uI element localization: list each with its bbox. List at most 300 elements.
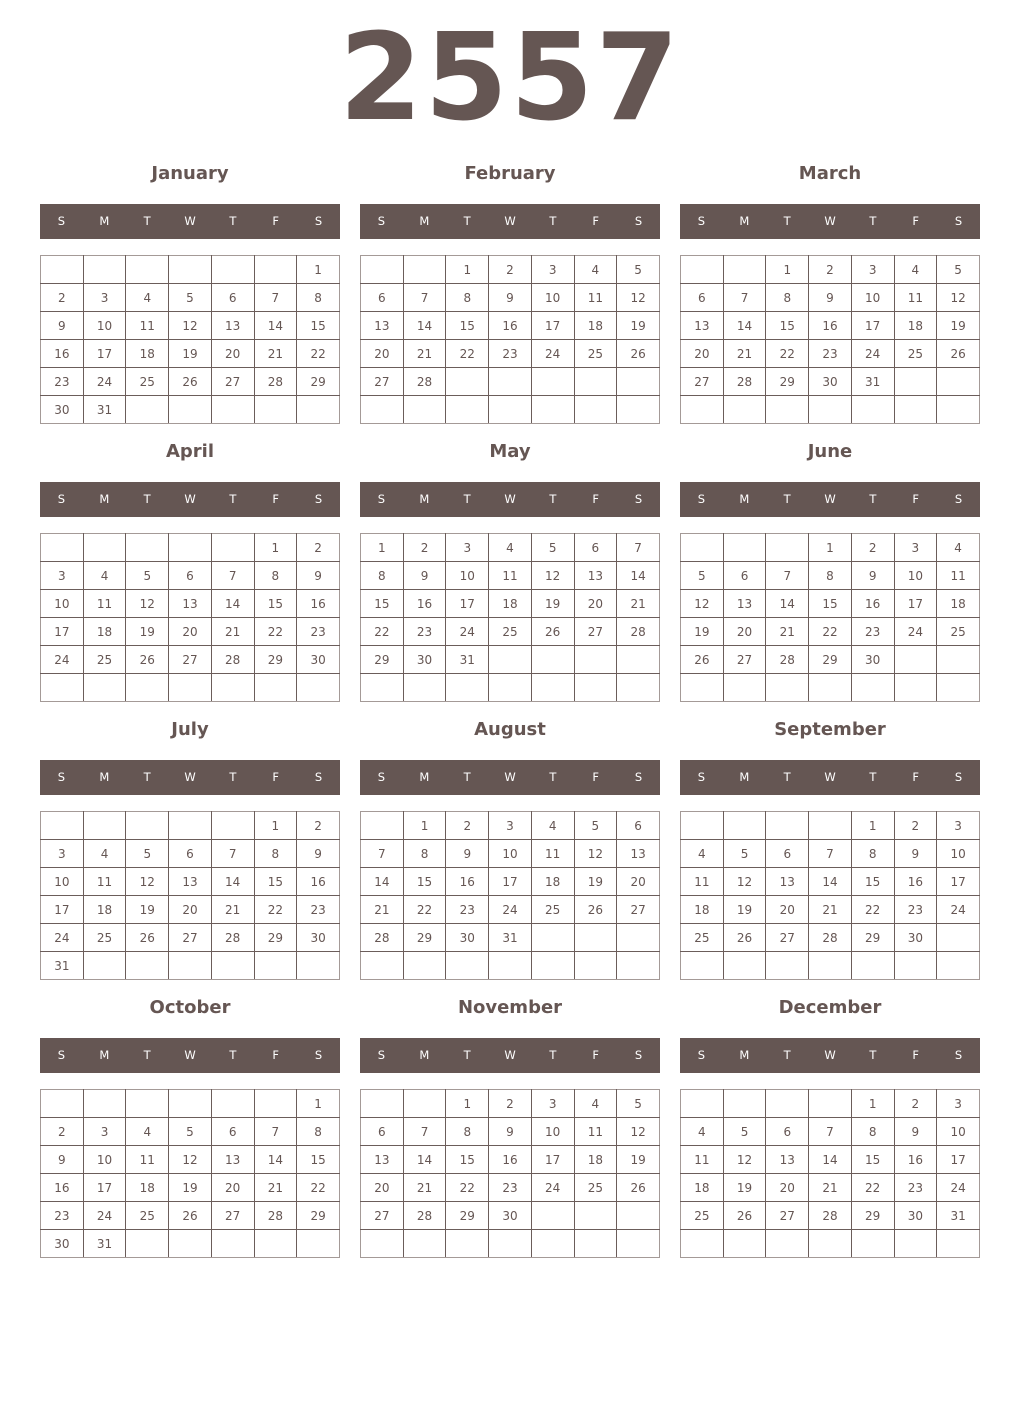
day-cell: 28 — [809, 1202, 852, 1230]
day-cell — [851, 1230, 894, 1258]
day-cell: 29 — [446, 1202, 489, 1230]
day-cell: 26 — [126, 646, 169, 674]
day-cell: 13 — [169, 590, 212, 618]
weekday-header — [360, 1038, 660, 1073]
day-cell: 24 — [894, 618, 937, 646]
day-cell — [894, 1230, 937, 1258]
weekday-label: S — [314, 214, 323, 228]
day-cell: 26 — [681, 646, 724, 674]
day-cell: 13 — [617, 840, 660, 868]
month-title: November — [457, 997, 563, 1018]
week-row — [681, 368, 980, 396]
day-cell — [83, 534, 126, 562]
weekday-label: W — [184, 492, 196, 506]
day-cell: 10 — [83, 1146, 126, 1174]
day-cell: 18 — [126, 1174, 169, 1202]
day-cell — [489, 1230, 532, 1258]
day-cell: 26 — [574, 896, 617, 924]
day-cell: 21 — [211, 896, 254, 924]
day-cell — [894, 674, 937, 702]
week-row — [681, 534, 980, 562]
day-cell: 22 — [297, 1174, 340, 1202]
day-cell — [211, 1090, 254, 1118]
day-cell: 27 — [681, 368, 724, 396]
day-cell — [211, 256, 254, 284]
weekday-label: M — [99, 1048, 110, 1062]
week-row — [681, 924, 980, 952]
day-cell: 30 — [403, 646, 446, 674]
day-cell: 2 — [851, 534, 894, 562]
weekday-label: F — [912, 214, 920, 228]
weekday-label: S — [697, 1048, 706, 1062]
day-cell — [574, 952, 617, 980]
day-cell: 10 — [83, 312, 126, 340]
day-cell: 25 — [83, 924, 126, 952]
day-cell — [126, 952, 169, 980]
day-cell: 10 — [531, 1118, 574, 1146]
weekday-label: F — [912, 1048, 920, 1062]
day-cell: 29 — [297, 368, 340, 396]
week-row — [361, 674, 660, 702]
day-cell: 26 — [617, 340, 660, 368]
weekday-label: W — [504, 770, 516, 784]
day-cell: 19 — [723, 896, 766, 924]
week-row — [41, 590, 340, 618]
day-cell: 21 — [403, 340, 446, 368]
day-grid — [40, 533, 340, 702]
day-cell — [723, 256, 766, 284]
day-cell: 28 — [254, 1202, 297, 1230]
day-cell — [617, 1202, 660, 1230]
day-cell: 25 — [681, 924, 724, 952]
week-row — [41, 868, 340, 896]
day-cell: 11 — [681, 868, 724, 896]
weekday-label: W — [824, 770, 836, 784]
day-cell: 5 — [169, 284, 212, 312]
weekday-header — [40, 482, 340, 517]
day-cell: 15 — [403, 868, 446, 896]
day-grid — [680, 255, 980, 424]
week-row — [41, 368, 340, 396]
week-row — [41, 1230, 340, 1258]
day-cell — [681, 1090, 724, 1118]
day-cell: 30 — [297, 646, 340, 674]
day-cell: 15 — [446, 1146, 489, 1174]
day-cell: 7 — [403, 284, 446, 312]
day-grid — [680, 811, 980, 980]
week-row — [361, 812, 660, 840]
day-cell — [169, 674, 212, 702]
day-grid — [40, 1089, 340, 1258]
day-cell: 2 — [446, 812, 489, 840]
day-cell: 1 — [766, 256, 809, 284]
day-cell: 16 — [41, 340, 84, 368]
day-cell: 10 — [937, 840, 980, 868]
day-cell: 31 — [489, 924, 532, 952]
weekday-label: F — [272, 492, 280, 506]
day-cell: 9 — [489, 284, 532, 312]
day-cell: 20 — [574, 590, 617, 618]
week-row — [361, 562, 660, 590]
week-row — [681, 1202, 980, 1230]
day-cell: 14 — [211, 868, 254, 896]
day-cell: 14 — [254, 1146, 297, 1174]
week-row — [681, 590, 980, 618]
weekday-label: S — [314, 492, 323, 506]
day-cell — [297, 952, 340, 980]
day-cell: 2 — [894, 1090, 937, 1118]
day-cell: 1 — [403, 812, 446, 840]
weekday-label: S — [954, 1048, 963, 1062]
day-cell: 30 — [809, 368, 852, 396]
day-cell: 10 — [446, 562, 489, 590]
day-cell: 20 — [766, 896, 809, 924]
week-row — [41, 1202, 340, 1230]
day-cell: 3 — [937, 812, 980, 840]
day-cell: 4 — [681, 1118, 724, 1146]
week-row — [41, 646, 340, 674]
day-cell: 26 — [126, 924, 169, 952]
day-cell: 27 — [723, 646, 766, 674]
day-cell — [617, 1230, 660, 1258]
day-cell: 16 — [297, 590, 340, 618]
day-cell: 2 — [894, 812, 937, 840]
day-cell: 17 — [894, 590, 937, 618]
weekday-label: T — [783, 214, 791, 228]
day-cell: 22 — [361, 618, 404, 646]
day-cell: 17 — [489, 868, 532, 896]
weekday-label: W — [504, 214, 516, 228]
weekday-label: W — [184, 214, 196, 228]
day-cell — [169, 1090, 212, 1118]
day-cell: 5 — [617, 1090, 660, 1118]
day-cell: 5 — [169, 1118, 212, 1146]
day-cell: 22 — [403, 896, 446, 924]
day-cell: 26 — [617, 1174, 660, 1202]
week-row — [41, 896, 340, 924]
day-cell: 17 — [41, 896, 84, 924]
weekday-header — [360, 204, 660, 239]
day-cell: 22 — [297, 340, 340, 368]
day-cell: 19 — [617, 312, 660, 340]
weekday-label: T — [229, 214, 237, 228]
day-cell: 29 — [851, 924, 894, 952]
day-cell: 29 — [297, 1202, 340, 1230]
day-cell: 4 — [574, 256, 617, 284]
weekday-header — [680, 204, 980, 239]
day-cell: 18 — [937, 590, 980, 618]
day-cell: 31 — [446, 646, 489, 674]
month-title: December — [778, 997, 882, 1018]
day-cell: 14 — [211, 590, 254, 618]
weekday-label: T — [549, 1048, 557, 1062]
week-row — [681, 562, 980, 590]
month-title: July — [171, 719, 209, 740]
day-cell: 19 — [681, 618, 724, 646]
day-cell — [41, 1090, 84, 1118]
day-cell — [937, 396, 980, 424]
day-cell: 25 — [681, 1202, 724, 1230]
day-grid — [360, 255, 660, 424]
day-cell: 26 — [723, 1202, 766, 1230]
day-cell: 14 — [403, 1146, 446, 1174]
day-cell: 14 — [766, 590, 809, 618]
year-title: 2557 — [339, 9, 681, 148]
day-cell: 11 — [489, 562, 532, 590]
day-cell: 20 — [361, 340, 404, 368]
day-cell — [211, 534, 254, 562]
day-cell — [169, 396, 212, 424]
month-title: August — [474, 719, 546, 740]
day-cell: 19 — [574, 868, 617, 896]
day-cell: 12 — [126, 868, 169, 896]
week-row — [681, 896, 980, 924]
week-row — [41, 312, 340, 340]
day-cell: 28 — [403, 1202, 446, 1230]
day-cell: 12 — [617, 284, 660, 312]
day-cell: 31 — [937, 1202, 980, 1230]
weekday-label: F — [592, 1048, 600, 1062]
day-cell — [297, 674, 340, 702]
day-cell: 21 — [723, 340, 766, 368]
day-cell: 18 — [83, 896, 126, 924]
day-cell: 7 — [211, 840, 254, 868]
day-cell: 23 — [446, 896, 489, 924]
day-grid — [40, 255, 340, 424]
day-cell: 28 — [809, 924, 852, 952]
day-cell: 20 — [723, 618, 766, 646]
week-row — [41, 952, 340, 980]
week-row — [41, 1090, 340, 1118]
day-cell: 18 — [126, 340, 169, 368]
day-cell: 5 — [723, 840, 766, 868]
day-cell: 8 — [446, 1118, 489, 1146]
day-cell — [403, 256, 446, 284]
day-cell — [403, 1090, 446, 1118]
day-cell: 10 — [894, 562, 937, 590]
day-cell: 16 — [809, 312, 852, 340]
day-cell: 10 — [41, 590, 84, 618]
day-cell — [446, 952, 489, 980]
day-cell: 13 — [766, 868, 809, 896]
week-row — [361, 396, 660, 424]
day-cell — [489, 674, 532, 702]
day-cell: 27 — [766, 924, 809, 952]
weekday-label: T — [869, 770, 877, 784]
day-cell — [361, 812, 404, 840]
day-cell: 8 — [297, 284, 340, 312]
day-cell: 3 — [937, 1090, 980, 1118]
day-cell: 27 — [361, 1202, 404, 1230]
day-cell: 6 — [361, 284, 404, 312]
day-cell: 4 — [83, 840, 126, 868]
weekday-label: T — [229, 1048, 237, 1062]
day-cell: 12 — [681, 590, 724, 618]
day-cell: 8 — [254, 840, 297, 868]
day-cell — [617, 396, 660, 424]
day-cell — [126, 1090, 169, 1118]
weekday-header — [680, 482, 980, 517]
day-cell: 9 — [489, 1118, 532, 1146]
day-cell — [574, 1230, 617, 1258]
day-cell: 24 — [489, 896, 532, 924]
day-cell: 20 — [617, 868, 660, 896]
day-cell: 17 — [851, 312, 894, 340]
day-cell: 26 — [723, 924, 766, 952]
day-cell: 7 — [809, 1118, 852, 1146]
day-cell — [617, 674, 660, 702]
day-cell: 11 — [531, 840, 574, 868]
week-row — [681, 396, 980, 424]
day-cell: 12 — [531, 562, 574, 590]
day-cell: 12 — [723, 1146, 766, 1174]
day-cell — [361, 396, 404, 424]
day-cell: 9 — [446, 840, 489, 868]
day-cell: 16 — [403, 590, 446, 618]
day-cell: 21 — [809, 896, 852, 924]
day-cell — [254, 1230, 297, 1258]
weekday-label: T — [143, 770, 151, 784]
day-cell: 14 — [361, 868, 404, 896]
day-cell: 1 — [361, 534, 404, 562]
week-row — [361, 618, 660, 646]
day-cell: 4 — [937, 534, 980, 562]
day-cell — [894, 396, 937, 424]
day-cell: 18 — [574, 1146, 617, 1174]
weekday-label: T — [463, 214, 471, 228]
day-cell — [574, 924, 617, 952]
day-cell — [83, 1090, 126, 1118]
weekday-label: F — [912, 770, 920, 784]
week-row — [361, 1174, 660, 1202]
day-cell — [809, 1090, 852, 1118]
day-cell: 27 — [169, 646, 212, 674]
day-cell — [617, 646, 660, 674]
day-cell: 1 — [254, 534, 297, 562]
day-cell: 3 — [894, 534, 937, 562]
day-cell — [894, 952, 937, 980]
month-title: October — [149, 997, 231, 1018]
day-cell: 11 — [937, 562, 980, 590]
day-grid — [360, 811, 660, 980]
weekday-label: W — [824, 1048, 836, 1062]
day-cell: 23 — [894, 896, 937, 924]
day-cell: 30 — [489, 1202, 532, 1230]
day-cell: 14 — [809, 868, 852, 896]
day-cell: 2 — [489, 1090, 532, 1118]
day-cell: 6 — [361, 1118, 404, 1146]
day-cell — [169, 812, 212, 840]
day-cell: 8 — [851, 1118, 894, 1146]
weekday-label: T — [143, 1048, 151, 1062]
week-row — [681, 868, 980, 896]
day-cell — [894, 646, 937, 674]
day-cell: 18 — [574, 312, 617, 340]
day-cell: 23 — [851, 618, 894, 646]
day-cell: 25 — [894, 340, 937, 368]
day-cell — [723, 1230, 766, 1258]
day-cell — [361, 1090, 404, 1118]
day-cell: 2 — [809, 256, 852, 284]
day-cell — [361, 952, 404, 980]
weekday-label: M — [419, 1048, 430, 1062]
day-cell: 24 — [446, 618, 489, 646]
day-cell: 13 — [766, 1146, 809, 1174]
day-cell: 9 — [809, 284, 852, 312]
day-cell — [83, 812, 126, 840]
day-cell: 15 — [361, 590, 404, 618]
day-cell: 28 — [211, 924, 254, 952]
week-row — [681, 840, 980, 868]
day-cell: 14 — [254, 312, 297, 340]
day-cell: 24 — [83, 368, 126, 396]
week-row — [41, 1174, 340, 1202]
month-title: April — [165, 441, 215, 462]
day-cell: 13 — [211, 1146, 254, 1174]
day-cell: 31 — [851, 368, 894, 396]
month-title: June — [807, 441, 853, 462]
week-row — [361, 646, 660, 674]
day-cell: 3 — [851, 256, 894, 284]
week-row — [41, 340, 340, 368]
day-cell: 5 — [937, 256, 980, 284]
day-cell — [681, 674, 724, 702]
day-cell: 21 — [766, 618, 809, 646]
day-cell — [681, 256, 724, 284]
week-row — [41, 812, 340, 840]
week-row — [361, 284, 660, 312]
day-cell: 18 — [531, 868, 574, 896]
day-cell: 6 — [574, 534, 617, 562]
day-cell: 15 — [851, 1146, 894, 1174]
week-row — [361, 534, 660, 562]
day-cell: 20 — [361, 1174, 404, 1202]
day-cell: 14 — [617, 562, 660, 590]
month-title: March — [798, 163, 862, 184]
day-cell: 1 — [297, 256, 340, 284]
day-cell: 23 — [894, 1174, 937, 1202]
day-cell: 10 — [937, 1118, 980, 1146]
day-cell: 3 — [83, 1118, 126, 1146]
day-cell — [211, 1230, 254, 1258]
day-cell: 29 — [809, 646, 852, 674]
week-row — [361, 1090, 660, 1118]
day-cell: 7 — [403, 1118, 446, 1146]
weekday-label: F — [272, 1048, 280, 1062]
day-cell: 30 — [41, 396, 84, 424]
week-row — [41, 284, 340, 312]
day-cell: 11 — [83, 590, 126, 618]
weekday-label: T — [869, 214, 877, 228]
day-cell: 21 — [254, 1174, 297, 1202]
day-cell: 30 — [851, 646, 894, 674]
weekday-label: T — [783, 770, 791, 784]
day-grid — [40, 811, 340, 980]
weekday-label: M — [419, 770, 430, 784]
weekday-label: F — [272, 770, 280, 784]
day-cell: 16 — [41, 1174, 84, 1202]
month-title: September — [774, 719, 886, 740]
weekday-header — [40, 1038, 340, 1073]
day-cell: 4 — [126, 284, 169, 312]
week-row — [681, 812, 980, 840]
day-cell: 20 — [211, 1174, 254, 1202]
day-cell: 17 — [83, 340, 126, 368]
day-cell: 4 — [126, 1118, 169, 1146]
day-cell: 12 — [574, 840, 617, 868]
weekday-header — [40, 760, 340, 795]
day-cell: 16 — [489, 1146, 532, 1174]
